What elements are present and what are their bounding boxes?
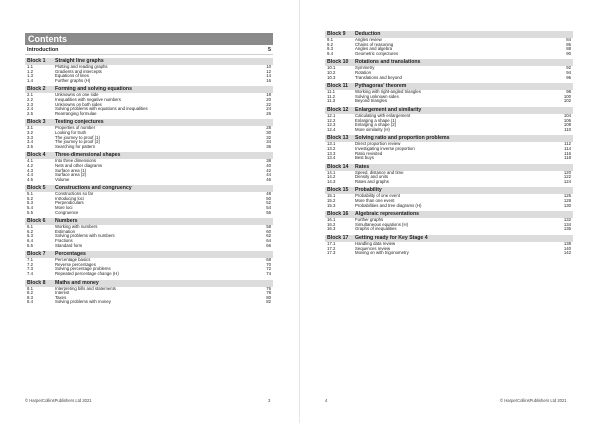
block-number: Block 3 — [27, 119, 46, 126]
contents-entry[interactable] — [25, 79, 273, 84]
entry-number: 6.2 — [27, 228, 33, 234]
entry-page: 42 — [266, 167, 271, 173]
entry-page: 76 — [266, 285, 271, 291]
entry-title: Further graphs (H) — [55, 77, 91, 83]
entry-number: 16.2 — [327, 221, 336, 227]
entry-title: Percentage basics — [55, 257, 91, 263]
introduction-entry[interactable] — [25, 46, 273, 55]
entry-number: 8.4 — [27, 299, 33, 305]
entry-page: 18 — [266, 92, 271, 98]
block-number: Block 5 — [27, 185, 46, 192]
entry-page: 56 — [266, 209, 271, 215]
entry-title: Constructions so far — [55, 191, 94, 197]
block-title: Getting ready for Key Stage 4 — [355, 235, 428, 242]
entry-page: 74 — [266, 271, 271, 276]
entry-title: Inequalities with negative numbers — [55, 96, 121, 102]
entry-title: Nets and other diagrams — [55, 162, 103, 168]
contents-block — [325, 83, 573, 104]
entry-page: 106 — [563, 117, 571, 123]
left-contents-list — [25, 46, 273, 308]
entry-title: Direct proportion review — [355, 141, 401, 147]
entry-page: 122 — [563, 174, 571, 180]
entry-page: 50 — [266, 195, 271, 201]
entry-page: 46 — [266, 176, 271, 182]
block-title: Straight line graphs — [55, 58, 104, 64]
contents-block — [325, 211, 573, 232]
entry-page: 62 — [266, 233, 271, 239]
entry-number: 12.2 — [327, 117, 336, 123]
entry-title: Enlarging a shape (1) — [355, 117, 397, 123]
left-footer-copyright: © HarperCollinsPublishers Ltd 2021 — [25, 398, 92, 403]
block-number: Block 15 — [327, 187, 349, 194]
right-contents-list — [325, 31, 573, 259]
entry-title: Interest — [55, 290, 70, 296]
entry-title: Solving problems with equations and inequalities — [55, 106, 148, 112]
entry-page: 12 — [266, 68, 271, 74]
entry-number: 2.2 — [27, 96, 33, 102]
contents-block — [325, 107, 573, 132]
block-number: Block 13 — [327, 135, 349, 142]
contents-entry[interactable] — [325, 251, 573, 256]
entry-number: 2.1 — [27, 92, 33, 98]
entry-title: Beyond triangles — [355, 98, 388, 104]
entry-page: 40 — [266, 162, 271, 168]
block-title: Enlargement and similarity — [355, 106, 422, 113]
entry-page: 68 — [266, 257, 271, 263]
entry-title: Standard form — [55, 242, 83, 248]
entry-number: 5.2 — [27, 195, 33, 201]
contents-entry[interactable] — [25, 178, 273, 183]
entry-title: Perpendiculars — [55, 200, 84, 206]
contents-block — [25, 86, 273, 116]
entry-title: Density and units — [355, 174, 388, 180]
entry-number: 13.2 — [327, 145, 336, 151]
entry-number: 6.4 — [27, 238, 33, 244]
block-title: Solving ratio and proportion problems — [355, 135, 450, 142]
contents-entry[interactable] — [25, 244, 273, 249]
entry-page: 34 — [266, 139, 271, 145]
entry-number: 12.4 — [327, 126, 336, 132]
block-number: Block 6 — [27, 218, 46, 225]
block-title: Rates — [355, 163, 370, 170]
entry-title: Solving percentage problems — [55, 266, 111, 272]
entry-page: 98 — [566, 89, 571, 95]
contents-block — [325, 187, 573, 208]
entry-number: 7.1 — [27, 257, 33, 263]
contents-block — [25, 185, 273, 215]
entry-number: 7.3 — [27, 266, 33, 272]
contents-entry[interactable] — [325, 204, 573, 209]
entry-number: 13.3 — [327, 150, 336, 156]
block-number: Block 14 — [327, 163, 349, 170]
entry-title: Rearranging formulae — [55, 110, 97, 116]
entry-number: 9.4 — [327, 50, 333, 56]
entry-title: Graphs of inequalities — [355, 226, 397, 232]
entry-number: 9.2 — [327, 41, 333, 47]
entry-page: 110 — [564, 126, 571, 132]
block-title: Pythagoras' theorem — [355, 83, 407, 90]
entry-title: The journey to proof (2) — [55, 139, 100, 145]
entry-page: 136 — [563, 226, 571, 232]
entry-number: 14.2 — [327, 174, 336, 180]
entry-number: 3.2 — [27, 129, 33, 135]
entry-page: 120 — [563, 169, 571, 175]
entry-page: 138 — [563, 241, 571, 247]
entry-number: 3.4 — [27, 139, 33, 145]
entry-page: 24 — [266, 106, 271, 112]
block-title: Percentages — [55, 251, 86, 258]
contents-entry[interactable] — [325, 99, 573, 104]
entry-title: Calculating with enlargement — [355, 112, 411, 118]
contents-entry[interactable] — [325, 52, 573, 57]
entry-page: 84 — [566, 37, 571, 42]
entry-page: 70 — [266, 261, 271, 267]
entry-page: 94 — [566, 69, 571, 75]
block-number: Block 1 — [27, 58, 46, 64]
entry-title: Taxes — [55, 294, 67, 300]
entry-number: 4.2 — [27, 162, 33, 168]
entry-title: Geometric conjectures — [355, 50, 398, 56]
entry-title: Working with right-angled triangles — [355, 89, 421, 95]
right-footer-page-number: 4 — [325, 398, 328, 403]
entry-page: 142 — [563, 250, 571, 256]
entry-title: Working with numbers — [55, 224, 98, 230]
entry-number: 8.1 — [27, 285, 33, 291]
entry-title: Enlarging a shape (2) — [355, 122, 397, 128]
entry-page: 72 — [266, 266, 271, 272]
block-title: Maths and money — [55, 279, 99, 286]
entry-title: Handling data review — [355, 241, 396, 247]
block-number: Block 17 — [327, 235, 349, 242]
entry-title: Angles and algebra — [355, 46, 393, 52]
entry-number: 4.5 — [27, 176, 33, 182]
contents-entry[interactable] — [325, 76, 573, 81]
right-footer-copyright: © HarperCollinsPublishers Ltd 2021 — [500, 398, 567, 403]
block-title: Probability — [355, 187, 382, 194]
entry-number: 3.1 — [27, 125, 33, 131]
entry-title: Probability of one event — [355, 193, 400, 199]
entry-page: 20 — [266, 96, 271, 102]
entry-number: 1.3 — [27, 73, 33, 79]
block-title: Testing conjectures — [55, 119, 104, 126]
left-footer-page-number: 3 — [268, 398, 271, 403]
contents-block — [25, 152, 273, 182]
contents-entry[interactable] — [25, 145, 273, 150]
entry-page: 10 — [266, 64, 271, 69]
entry-number: 11.2 — [327, 93, 336, 99]
entry-number: 13.4 — [327, 155, 336, 161]
entry-title: Fractions — [55, 238, 73, 244]
entry-title: Congruence — [55, 209, 79, 215]
entry-title: Solving unknown sides — [355, 93, 399, 99]
entry-number: 8.2 — [27, 290, 33, 296]
entry-title: Angles review — [355, 37, 382, 42]
entry-page: 104 — [563, 112, 571, 118]
entry-page: 30 — [266, 129, 271, 135]
entry-title: Probabilities and tree diagrams (H) — [355, 202, 422, 208]
block-number: Block 4 — [27, 152, 46, 159]
entry-number: 11.3 — [327, 98, 336, 104]
contents-entry[interactable] — [325, 227, 573, 232]
entry-title: Translations and beyond — [355, 74, 402, 80]
entry-title: Looking for truth — [55, 129, 87, 135]
entry-page: 132 — [563, 217, 571, 223]
entry-number: 14.3 — [327, 178, 336, 184]
entry-page: 92 — [566, 65, 571, 71]
entry-number: 2.5 — [27, 110, 33, 116]
contents-title: Contents — [25, 33, 273, 45]
entry-page: 134 — [563, 221, 571, 227]
introduction-page: 5 — [268, 47, 271, 53]
entry-number: 8.3 — [27, 294, 33, 300]
entry-number: 2.3 — [27, 101, 33, 107]
entry-number: 11.1 — [327, 89, 336, 95]
entry-number: 17.2 — [327, 245, 336, 251]
entry-number: 17.3 — [327, 250, 336, 256]
entry-page: 28 — [266, 125, 271, 131]
entry-page: 126 — [563, 193, 571, 199]
entry-title: More loci — [55, 205, 73, 211]
contents-block — [25, 280, 273, 305]
contents-entry[interactable] — [25, 211, 273, 216]
entry-number: 12.1 — [327, 112, 336, 118]
entry-number: 9.1 — [327, 37, 333, 42]
entry-page: 88 — [566, 46, 571, 52]
entry-page: 26 — [266, 110, 271, 116]
entry-page: 14 — [266, 73, 271, 79]
entry-title: Further graphs — [355, 217, 384, 223]
entry-number: 10.3 — [327, 74, 336, 80]
entry-title: Plotting and reading graphs — [55, 64, 108, 69]
entry-number: 7.2 — [27, 261, 33, 267]
entry-title: The journey to proof (1) — [55, 134, 100, 140]
entry-number: 6.1 — [27, 224, 33, 230]
entry-number: 9.3 — [327, 46, 333, 52]
entry-number: 10.2 — [327, 69, 336, 75]
entry-number: 5.5 — [27, 209, 33, 215]
entry-page: 130 — [563, 202, 571, 208]
entry-number: 6.5 — [27, 242, 33, 248]
entry-title: Speed, distance and time — [355, 169, 404, 175]
entry-title: Surface area (2) — [55, 172, 87, 178]
entry-title: Rates and graphs — [355, 178, 389, 184]
entry-title: Symmetry — [355, 65, 375, 71]
contents-block — [25, 218, 273, 248]
entry-page: 32 — [266, 134, 271, 140]
contents-block — [325, 135, 573, 160]
entry-page: 16 — [266, 77, 271, 83]
entry-page: 118 — [564, 155, 571, 161]
entry-number: 3.5 — [27, 143, 33, 149]
entry-number: 10.1 — [327, 65, 336, 71]
entry-number: 3.3 — [27, 134, 33, 140]
contents-entry[interactable] — [325, 128, 573, 133]
entry-title: Estimation — [55, 228, 76, 234]
entry-title: Equations of lines — [55, 73, 89, 79]
entry-page: 58 — [266, 224, 271, 230]
entry-number: 13.1 — [327, 141, 336, 147]
block-number: Block 7 — [27, 251, 46, 258]
entry-number: 15.1 — [327, 193, 336, 199]
entry-title: Searching for pattern — [55, 143, 96, 149]
block-title: Numbers — [55, 218, 78, 225]
entry-title: More than one event — [355, 198, 395, 204]
contents-block — [325, 235, 573, 256]
entry-number: 1.2 — [27, 68, 33, 74]
entry-number: 4.1 — [27, 158, 33, 164]
block-number: Block 2 — [27, 86, 46, 93]
entry-page: 116 — [564, 150, 571, 156]
entry-number: 5.1 — [27, 191, 33, 197]
contents-block — [325, 59, 573, 80]
entry-number: 14.1 — [327, 169, 336, 175]
entry-page: 64 — [266, 238, 271, 244]
entry-number: 6.3 — [27, 233, 33, 239]
contents-entry[interactable] — [25, 272, 273, 277]
entry-number: 15.3 — [327, 202, 336, 208]
entry-title: Surface area (1) — [55, 167, 87, 173]
entry-number: 4.4 — [27, 172, 33, 178]
entry-number: 12.3 — [327, 122, 336, 128]
entry-title: Into three dimensions — [55, 158, 97, 164]
entry-title: Moving on with trigonometry — [355, 250, 409, 256]
block-title: Three-dimensional shapes — [55, 152, 121, 159]
entry-title: Solving problems with numbers — [55, 233, 115, 239]
entry-page: 60 — [266, 228, 271, 234]
entry-page: 112 — [564, 141, 571, 147]
contents-block — [25, 58, 273, 83]
entry-title: More similarity (H) — [355, 126, 390, 132]
entry-number: 5.3 — [27, 200, 33, 206]
entry-page: 96 — [566, 74, 571, 80]
block-title: Constructions and congruency — [55, 185, 132, 192]
entry-title: Reverse percentages — [55, 261, 96, 267]
entry-page: 80 — [266, 294, 271, 300]
entry-title: Simultaneous equations (H) — [355, 221, 409, 227]
entry-number: 16.3 — [327, 226, 336, 232]
entry-page: 22 — [266, 101, 271, 107]
entry-number: 2.4 — [27, 106, 33, 112]
entry-page: 90 — [566, 50, 571, 56]
block-number: Block 10 — [327, 59, 349, 66]
introduction-title: Introduction — [27, 47, 59, 53]
entry-page: 124 — [563, 178, 571, 184]
block-number: Block 12 — [327, 106, 349, 113]
entry-title: Chains of reasoning — [355, 41, 394, 47]
entry-title: Introducing loci — [55, 195, 84, 201]
contents-block — [325, 31, 573, 56]
entry-title: Investigating inverse proportion — [355, 145, 415, 151]
entry-number: 15.2 — [327, 198, 336, 204]
entry-title: Ratio revisited — [355, 150, 383, 156]
contents-entry[interactable] — [25, 300, 273, 305]
entry-number: 16.1 — [327, 217, 336, 223]
entry-page: 78 — [266, 290, 271, 296]
contents-block — [325, 164, 573, 185]
entry-number: 17.1 — [327, 241, 336, 247]
entry-page: 44 — [266, 172, 271, 178]
block-title: Deduction — [355, 31, 381, 37]
entry-page: 36 — [266, 143, 271, 149]
contents-entry[interactable] — [25, 112, 273, 117]
entry-title: Best buys — [355, 155, 374, 161]
entry-page: 86 — [566, 41, 571, 47]
entry-page: 114 — [564, 145, 571, 151]
block-title: Algebraic representations — [355, 211, 420, 218]
entry-page: 82 — [266, 299, 271, 305]
entry-number: 4.3 — [27, 167, 33, 173]
entry-number: 5.4 — [27, 205, 33, 211]
entry-page: 108 — [563, 122, 571, 128]
block-number: Block 11 — [327, 83, 349, 90]
entry-page: 54 — [266, 205, 271, 211]
entry-page: 66 — [266, 242, 271, 248]
entry-title: Gradients and intercepts — [55, 68, 102, 74]
entry-number: 7.4 — [27, 271, 33, 276]
entry-title: Volume — [55, 176, 70, 182]
entry-title: Solving problems with money — [55, 299, 111, 305]
contents-entry[interactable] — [325, 156, 573, 161]
entry-title: Unknowns on one side — [55, 92, 99, 98]
entry-page: 48 — [266, 191, 271, 197]
entry-page: 52 — [266, 200, 271, 206]
entry-page: 102 — [563, 98, 571, 104]
entry-title: Repeated percentage change (H) — [55, 271, 119, 276]
entry-page: 38 — [266, 158, 271, 164]
contents-entry[interactable] — [325, 180, 573, 185]
block-number: Block 8 — [27, 279, 46, 286]
entry-title: Interpreting bills and statements — [55, 285, 116, 291]
entry-title: Rotation — [355, 69, 372, 75]
block-title: Forming and solving equations — [55, 86, 132, 93]
entry-page: 140 — [563, 245, 571, 251]
right-page — [300, 0, 600, 423]
entry-title: Unknowns on both sides — [55, 101, 102, 107]
block-title: Rotations and translations — [355, 59, 421, 66]
block-number: Block 9 — [327, 31, 346, 37]
entry-page: 128 — [563, 198, 571, 204]
entry-title: Properties of number — [55, 125, 96, 131]
contents-block — [25, 119, 273, 149]
entry-title: Sequences review — [355, 245, 391, 251]
contents-block — [25, 251, 273, 276]
entry-number: 1.4 — [27, 77, 33, 83]
entry-number: 1.1 — [27, 64, 33, 69]
block-number: Block 16 — [327, 211, 349, 218]
entry-page: 100 — [563, 93, 571, 99]
